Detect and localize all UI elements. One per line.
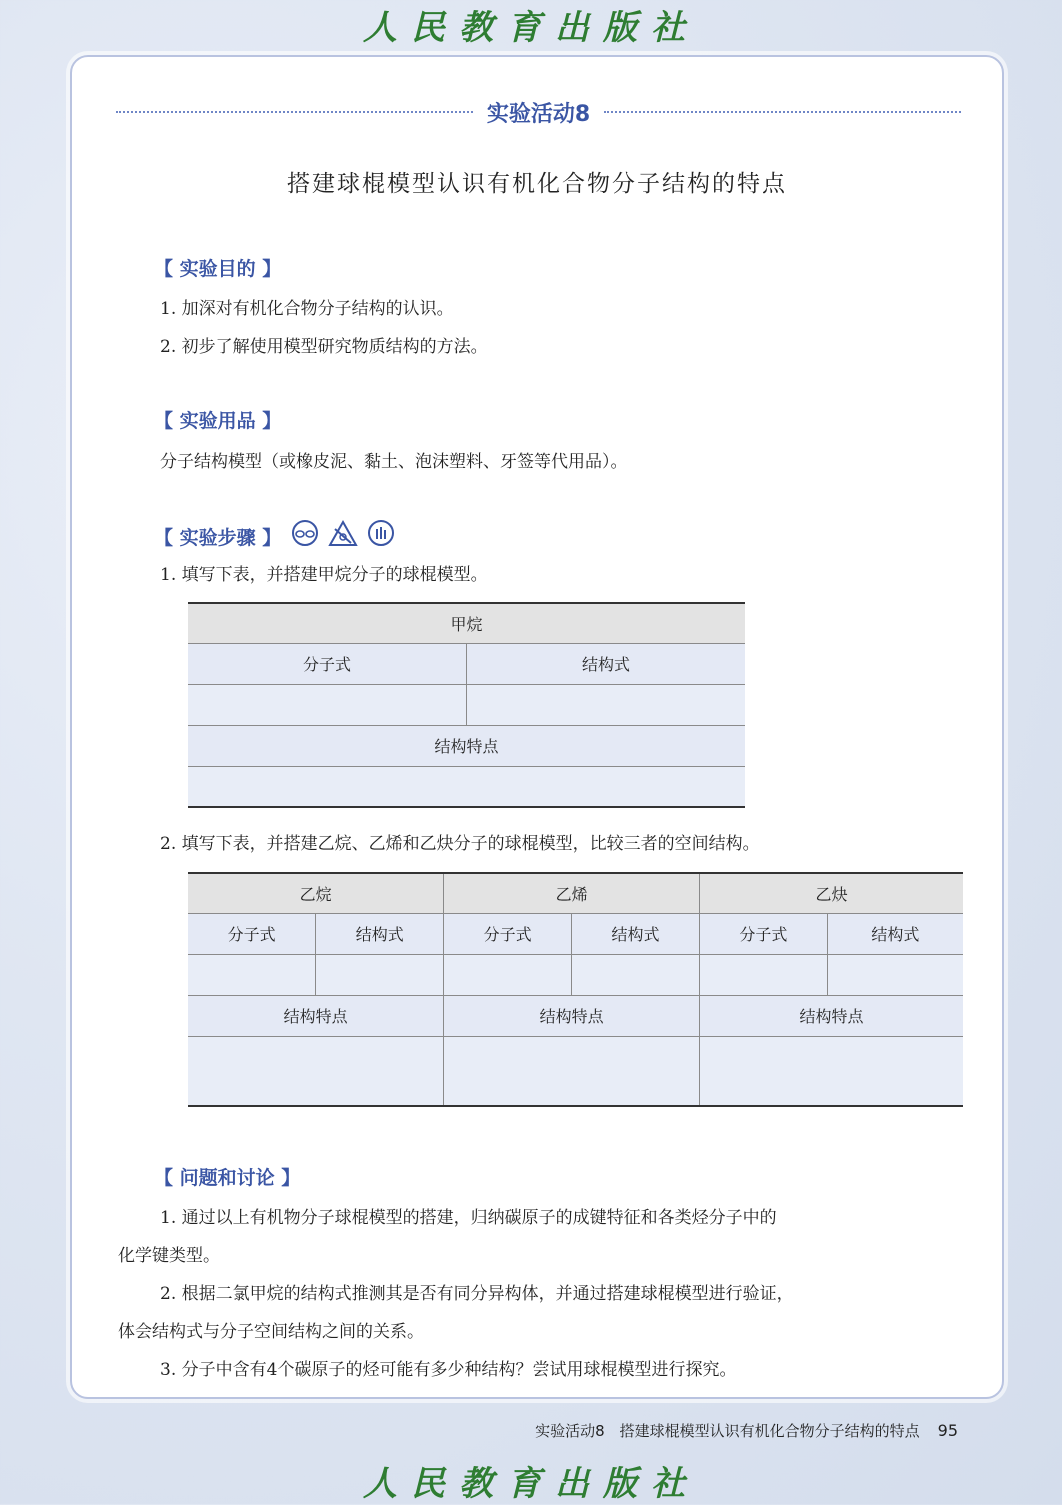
page-footer — [535, 1420, 958, 1441]
ethylene-formula-cell[interactable] — [444, 954, 572, 995]
question-1-line-1: 1. 通过以上有机物分子球棍模型的搭建，归纳碳原子的成键特征和各类烃分子中的 — [160, 1208, 777, 1228]
question-3: 3. 分子中含有4个碳原子的烃可能有多少种结构？尝试用球棍模型进行探究。 — [160, 1360, 737, 1380]
methane-formula-header: 分子式 — [188, 643, 467, 684]
purpose-item-2: 2. 初步了解使用模型研究物质结构的方法。 — [160, 337, 488, 357]
step-2-text: 2. 填写下表，并搭建乙烷、乙烯和乙炔分子的球棍模型，比较三者的空间结构。 — [160, 834, 760, 854]
ethane-formula-cell[interactable] — [188, 954, 316, 995]
acetylene-structure-cell[interactable] — [827, 954, 963, 995]
methane-structure-header: 结构式 — [467, 643, 746, 684]
footer-text: 实验活动8 搭建球棍模型认识有机化合物分子结构的特点 — [535, 1422, 920, 1440]
acetylene-feature-cell[interactable] — [700, 1036, 964, 1106]
acetylene-structure-header: 结构式 — [827, 913, 963, 954]
ethane-formula-header: 分子式 — [188, 913, 316, 954]
ethane-feature-cell[interactable] — [188, 1036, 444, 1106]
methane-feature-cell[interactable] — [188, 766, 745, 807]
methane-title-cell: 甲烷 — [188, 603, 745, 643]
ethane-title-cell: 乙烷 — [188, 873, 444, 913]
dotted-rule-right — [604, 111, 961, 113]
no-tasting-icon — [328, 519, 358, 547]
ethane-feature-header: 结构特点 — [188, 995, 444, 1036]
ethane-structure-header: 结构式 — [316, 913, 444, 954]
content-panel — [70, 55, 1004, 1399]
methane-feature-header: 结构特点 — [188, 725, 745, 766]
purpose-heading: 【 实验目的 】 — [154, 258, 282, 280]
methane-formula-cell[interactable] — [188, 684, 467, 725]
materials-text: 分子结构模型（或橡皮泥、黏土、泡沫塑料、牙签等代用品）。 — [160, 452, 628, 472]
ethylene-formula-header: 分子式 — [444, 913, 572, 954]
watermark-bottom: 人民教育出版社 — [363, 1464, 699, 1504]
activity-label: 实验活动8 — [486, 101, 591, 127]
acetylene-formula-cell[interactable] — [700, 954, 828, 995]
methane-table — [188, 602, 745, 808]
ethylene-structure-header: 结构式 — [572, 913, 700, 954]
ethylene-feature-cell[interactable] — [444, 1036, 700, 1106]
ethylene-title-cell: 乙烯 — [444, 873, 700, 913]
question-2-line-2: 体会结构式与分子空间结构之间的关系。 — [118, 1322, 424, 1342]
materials-heading: 【 实验用品 】 — [154, 410, 282, 432]
safety-goggles-icon — [290, 519, 320, 547]
hydrocarbon-table — [188, 872, 963, 1107]
dotted-rule-left — [116, 111, 473, 113]
discussion-heading: 【 问题和讨论 】 — [154, 1167, 301, 1189]
acetylene-feature-header: 结构特点 — [700, 995, 964, 1036]
methane-structure-cell[interactable] — [467, 684, 746, 725]
page-number: 95 — [937, 1421, 958, 1440]
activity-header — [116, 97, 961, 127]
question-1-line-2: 化学键类型。 — [118, 1246, 220, 1266]
safety-icons — [290, 519, 396, 547]
page-title: 搭建球棍模型认识有机化合物分子结构的特点 — [287, 171, 787, 197]
purpose-item-1: 1. 加深对有机化合物分子结构的认识。 — [160, 299, 454, 319]
question-2-line-1: 2. 根据二氯甲烷的结构式推测其是否有同分异构体，并通过搭建球棍模型进行验证， — [160, 1284, 794, 1304]
hand-washing-icon — [366, 519, 396, 547]
ethylene-structure-cell[interactable] — [572, 954, 700, 995]
ethane-structure-cell[interactable] — [316, 954, 444, 995]
watermark-top: 人民教育出版社 — [363, 8, 699, 48]
step-1-text: 1. 填写下表，并搭建甲烷分子的球棍模型。 — [160, 565, 488, 585]
steps-heading: 【 实验步骤 】 — [154, 527, 282, 549]
acetylene-title-cell: 乙炔 — [700, 873, 964, 913]
ethylene-feature-header: 结构特点 — [444, 995, 700, 1036]
acetylene-formula-header: 分子式 — [700, 913, 828, 954]
